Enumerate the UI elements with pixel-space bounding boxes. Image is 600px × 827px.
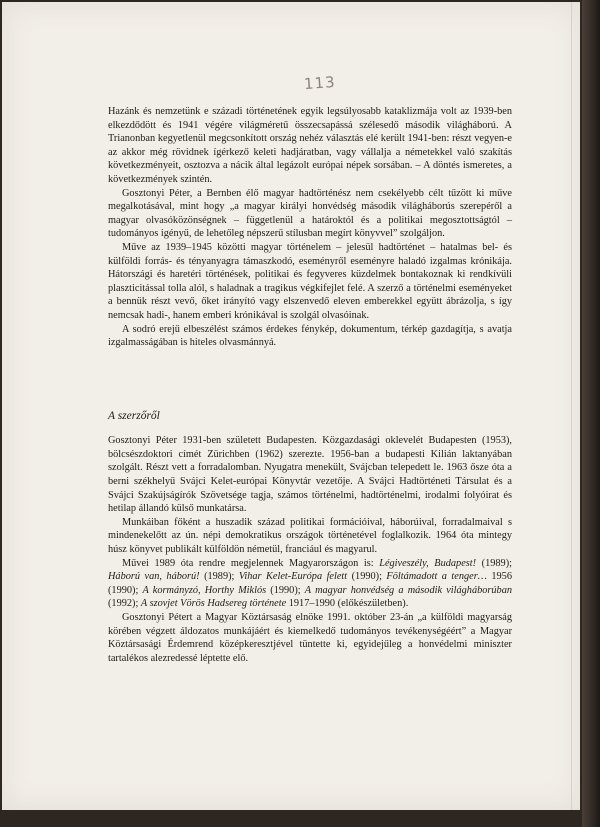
- handwritten-page-number: 113: [303, 72, 337, 94]
- work-year: (1992);: [108, 598, 141, 610]
- work-title: A magyar honvédség a második világháborúban: [304, 584, 512, 596]
- page-text: [108, 105, 512, 665]
- intro-paragraph-2: Gosztonyi Péter, a Bernben élő magyar hadtörténész nem csekélyebb célt tűzött ki műve megalkotásával, mint hogy „a magyar királyi honvédség második világháborús szerepéről a magyar olvasóközönségnek – függetlenül a határoktól és a politikai megosztottságtól – tudományos igényű, de lehetőleg népszerű stílusban megírt könyvvel” szolgáljon.: [108, 187, 512, 240]
- work-title: Légiveszély, Budapest!: [379, 557, 477, 569]
- section-heading-author: A szerzőről: [108, 409, 160, 422]
- work-year: (1990);: [347, 571, 387, 583]
- work-year: 1956 (1990);: [108, 571, 512, 596]
- book-spine-edge: [582, 0, 600, 827]
- intro-paragraph-1: Hazánk és nemzetünk e századi történetének egyik legsúlyosabb kataklizmája volt az 1939-ben elkezdődött és 1941 végére világméretű összecsapássá szélesedő második világháború. A Trianonban kegyetlenül megcsonkított ország nehéz választás elé került 1941-ben: részt vegyen-e az akkor még rövidnek ígérkező keleti hadjáratban, vagy vállalja a németekkel való szakítás következményeit, osztozva a nácik által legázolt európai népek sorsában. – A döntés ismeretes, a következmények szintén.: [108, 106, 512, 185]
- work-year: (1989);: [199, 571, 239, 583]
- work-title: Vihar Kelet-Európa felett: [238, 571, 348, 583]
- work-title: A szovjet Vörös Hadsereg története: [140, 598, 287, 610]
- page-fold-line: [571, 2, 572, 810]
- works-lead: Művei 1989 óta rendre megjelennek Magyarországon is:: [122, 557, 380, 569]
- work-year: (1990);: [266, 584, 305, 596]
- work-year: (1989);: [476, 557, 512, 569]
- author-paragraph-1: Gosztonyi Péter 1931-ben született Budapesten. Közgazdasági oklevelét Budapesten (1953), bölcsészdoktori címét Zürichben (1962) szerezte. 1956-ban a budapesti Kilián laktanyában szolgált. Részt vett a forradalomban. Nyugatra menekült, Svájcban telepedett le. 1963 ősze óta a berni székhelyű Svájci Kelet-európai Könyvtár vezetője. A Svájci Hadtörténeti Társulat és a Svájci Szakújságírók Szövetsége tagja, számos történelmi, hadtörténelmi, irodalmi folyóirat és hetilap állandó külső munkatársa.: [108, 435, 512, 515]
- author-paragraph-2: Munkáiban főként a huszadik század politikai formációival, háborúival, forradalmaival s mindenekelőtt az ún. népi demokratikus országok történetével foglalkozik. 1964 óta mintegy húsz könyvet publikált külföldön németül, franciául és magyarul.: [108, 516, 512, 556]
- book-page: [2, 2, 580, 810]
- work-title: Háború van, háború!: [108, 571, 200, 583]
- work-year: 1917–1990 (előkészületben).: [286, 598, 409, 610]
- intro-paragraph-4: A sodró erejű elbeszélést számos érdekes fénykép, dokumentum, térkép gazdagítja, s avatja izgalmasságában is hiteles olvasmánnyá.: [108, 323, 512, 349]
- work-title: Föltámadott a tenger…: [386, 571, 487, 583]
- author-paragraph-3: [108, 557, 512, 611]
- intro-paragraph-3: Műve az 1939–1945 közötti magyar történelem – jelesül hadtörténet – hatalmas bel- és külföldi forrás- és tényanyagra támaszkodó, eseményről eseményre haladó izgalmas krónikája. Hátországi és haretéri történések, politikai és fegyveres küzdelmek bontakoznak ki rendkívüli plaszticitással tolla alól, s haladnak a tragikus végkifejlet felé. A szerző a történelmi eseményeket a bennük részt vevő, őket irányító vagy elszenvedő eleven emberekkel együtt ábrázolja, s így nemcsak hadi-, hanem emberi krónikával is szolgál olvasóinak.: [108, 241, 512, 321]
- work-title: A kormányzó, Horthy Miklós: [142, 584, 267, 596]
- author-paragraph-4: Gosztonyi Pétert a Magyar Köztársaság elnöke 1991. október 23-án „a külföldi magyarság körében végzett áldozatos munkájáért és kiemelkedő tudományos tevékenységéért” a Magyar Köztársasági Érdemrend középkeresztjével tüntette ki, egyidejűleg a honvédelmi miniszter tartalékos alezredessé léptette elő.: [108, 612, 512, 664]
